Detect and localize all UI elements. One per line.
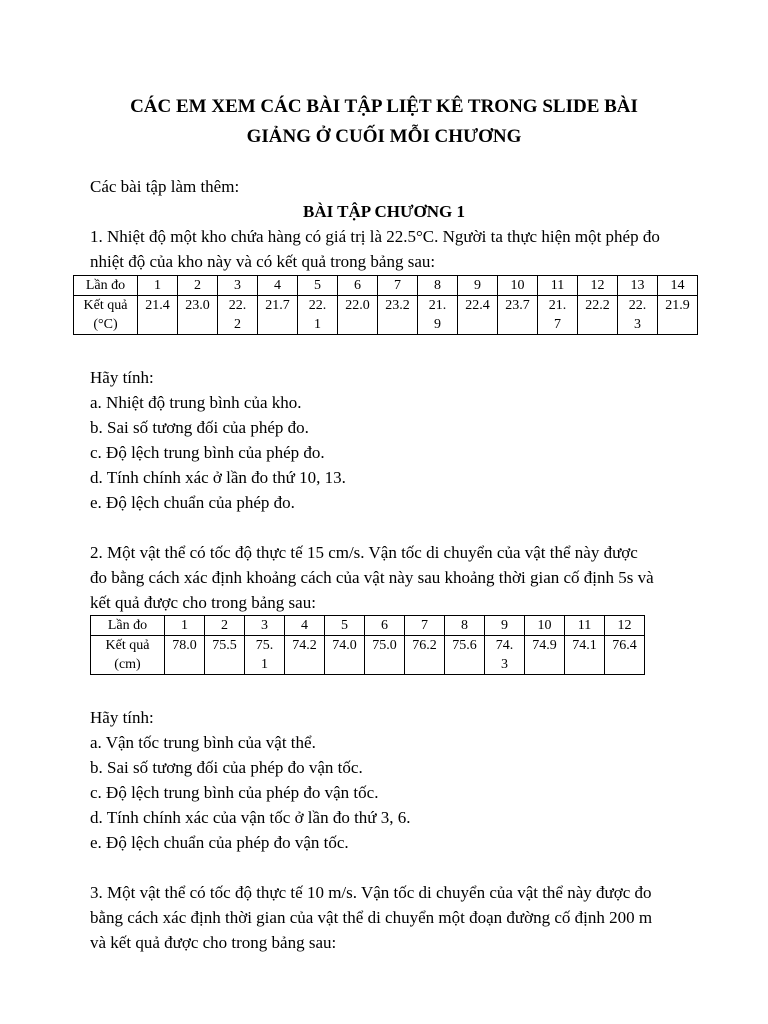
table-cell: 8 — [418, 276, 458, 296]
table-cell: 2 — [178, 276, 218, 296]
problem1-text-line-2: nhiệt độ của kho này và có kết quả trong bảng sau: — [90, 252, 436, 271]
row-label-lan-do: Lần đo — [91, 616, 165, 636]
table-cell: 74.0 — [325, 636, 365, 675]
table-cell: 14 — [658, 276, 698, 296]
table-row — [91, 636, 645, 675]
table-cell: 6 — [338, 276, 378, 296]
problem2-ask: Hãy tính: — [90, 708, 154, 727]
table-row — [74, 276, 698, 296]
table-cell: 21.9 — [658, 296, 698, 335]
table-cell: 22.0 — [338, 296, 378, 335]
problem2-item-d: d. Tính chính xác của vận tốc ở lần đo thứ 3, 6. — [90, 808, 411, 827]
table-cell: 21. 7 — [538, 296, 578, 335]
table-cell: 1 — [165, 616, 205, 636]
table-cell: 74.1 — [565, 636, 605, 675]
table-cell: 8 — [445, 616, 485, 636]
table-cell: 78.0 — [165, 636, 205, 675]
table-cell: 12 — [578, 276, 618, 296]
table-cell: 7 — [378, 276, 418, 296]
table-cell: 4 — [258, 276, 298, 296]
row-label-lan-do: Lần đo — [74, 276, 138, 296]
problem2-item-c: c. Độ lệch trung bình của phép đo vận tốc. — [90, 783, 379, 802]
problem2-text-line-3: kết quả được cho trong bảng sau: — [90, 593, 316, 612]
table-row — [91, 616, 645, 636]
row-label-line-2: (cm) — [114, 657, 141, 672]
table-cell: 12 — [605, 616, 645, 636]
table-cell: 23.7 — [498, 296, 538, 335]
table-cell: 11 — [538, 276, 578, 296]
table-cell: 75.5 — [205, 636, 245, 675]
problem1-item-d: d. Tính chính xác ở lần đo thứ 10, 13. — [90, 468, 346, 487]
table-cell: 5 — [298, 276, 338, 296]
table-cell: 11 — [565, 616, 605, 636]
table-cell: 2 — [205, 616, 245, 636]
table-cell: 9 — [458, 276, 498, 296]
table-cell: 76.4 — [605, 636, 645, 675]
table-cell: 22.4 — [458, 296, 498, 335]
table-cell: 10 — [525, 616, 565, 636]
row-label-line-1: Kết quả — [83, 298, 128, 313]
row-label-line-1: Kết quả — [105, 638, 150, 653]
table-cell: 23.2 — [378, 296, 418, 335]
problem2-item-a: a. Vận tốc trung bình của vật thể. — [90, 733, 316, 752]
table-cell: 22. 1 — [298, 296, 338, 335]
table-cell: 22. 3 — [618, 296, 658, 335]
page-title — [0, 92, 768, 152]
table-cell: 9 — [485, 616, 525, 636]
table-cell: 6 — [365, 616, 405, 636]
table-cell: 21.7 — [258, 296, 298, 335]
table-cell: 23.0 — [178, 296, 218, 335]
table-cell: 74. 3 — [485, 636, 525, 675]
problem1-item-b: b. Sai số tương đối của phép đo. — [90, 418, 309, 437]
problem1-ask: Hãy tính: — [90, 368, 154, 387]
table-cell: 74.9 — [525, 636, 565, 675]
problem1-item-c: c. Độ lệch trung bình của phép đo. — [90, 443, 325, 462]
problem2-text-line-1: 2. Một vật thể có tốc độ thực tế 15 cm/s. Vận tốc di chuyển của vật thể này được — [90, 543, 638, 562]
table-cell: 5 — [325, 616, 365, 636]
problem3-text-line-1: 3. Một vật thể có tốc độ thực tế 10 m/s. Vận tốc di chuyển của vật thể này được đo — [90, 883, 652, 902]
problem1-item-e: e. Độ lệch chuẩn của phép đo. — [90, 493, 295, 512]
table-cell: 76.2 — [405, 636, 445, 675]
table-cell: 1 — [138, 276, 178, 296]
table-cell: 75.6 — [445, 636, 485, 675]
table-cell: 7 — [405, 616, 445, 636]
problem2-item-e: e. Độ lệch chuẩn của phép đo vận tốc. — [90, 833, 349, 852]
table-row — [74, 296, 698, 335]
table-cell: 75.0 — [365, 636, 405, 675]
problem2-item-b: b. Sai số tương đối của phép đo vận tốc. — [90, 758, 363, 777]
problem1-text-line-1: 1. Nhiệt độ một kho chứa hàng có giá trị là 22.5°C. Người ta thực hiện một phép đo — [90, 227, 660, 246]
table-cell: 75. 1 — [245, 636, 285, 675]
table-cell: 13 — [618, 276, 658, 296]
table-cell: 21.4 — [138, 296, 178, 335]
problem3-text-line-3: và kết quả được cho trong bảng sau: — [90, 933, 337, 952]
title-line-1: CÁC EM XEM CÁC BÀI TẬP LIỆT KÊ TRONG SLIDE BÀI — [130, 96, 638, 117]
problem1-item-a: a. Nhiệt độ trung bình của kho. — [90, 393, 302, 412]
problem1-table — [73, 275, 698, 335]
table-cell: 74.2 — [285, 636, 325, 675]
problem3-text-line-2: bằng cách xác định thời gian của vật thể di chuyển một đoạn đường cố định 200 m — [90, 908, 653, 927]
table-cell: 21. 9 — [418, 296, 458, 335]
row-label-line-2: (°C) — [93, 317, 118, 332]
chapter-heading: BÀI TẬP CHƯƠNG 1 — [303, 202, 465, 221]
row-label-ket-qua — [91, 636, 165, 675]
table-cell: 10 — [498, 276, 538, 296]
intro-text: Các bài tập làm thêm: — [90, 177, 240, 196]
row-label-ket-qua — [74, 296, 138, 335]
table-cell: 22. 2 — [218, 296, 258, 335]
problem2-text-line-2: đo bằng cách xác định khoảng cách của vật này sau khoảng thời gian cố định 5s và — [90, 568, 654, 587]
table-cell: 22.2 — [578, 296, 618, 335]
table-cell: 3 — [245, 616, 285, 636]
title-line-2: GIẢNG Ở CUỐI MỖI CHƯƠNG — [246, 126, 522, 147]
problem2-table — [90, 615, 645, 675]
table-cell: 3 — [218, 276, 258, 296]
table-cell: 4 — [285, 616, 325, 636]
